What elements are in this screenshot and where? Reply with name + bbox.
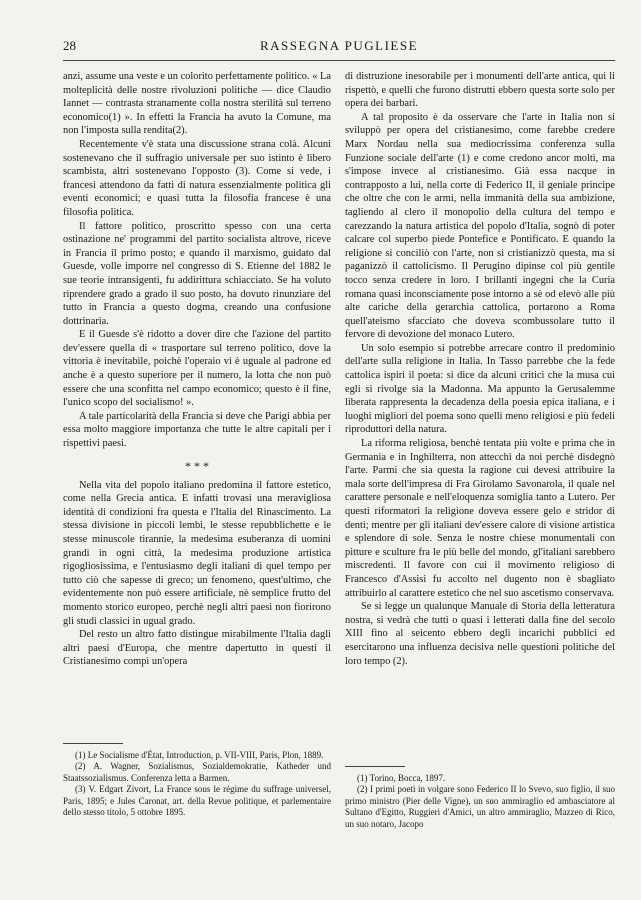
footnote: (1) Torino, Bocca, 1897. bbox=[357, 773, 446, 783]
section-separator: * * * bbox=[185, 458, 209, 473]
footnote: (1) Le Socialisme d'État, Introduction, p. VII-VIII, Paris, Plon, 1889. bbox=[75, 750, 324, 760]
paragraph: Se si legge un qualunque Manuale di Storia della letteratura nostra, si vedrà che tutti o quasi i letterati dalla fine del secolo XIII fino al seicento ebbero degli incarichi pubblici ed esercitarono una influenza decisiva nelle questioni politiche del loro tempo (2). bbox=[345, 601, 615, 667]
page-header bbox=[63, 38, 615, 56]
page-number: 28 bbox=[63, 38, 76, 53]
footnote-rule bbox=[345, 766, 405, 767]
paragraph: Il fattore politico, proscritto spesso con una certa ostinazione ne' programmi del partito socialista altrove, riceve in Francia il primo posto; e quando il marxismo, guidato dal Guesde, volle imporre nel congresso di S. Etienne del 1882 le sue teorie intransigenti, fu addirittura schiacciato. Se ha voluto riprendere grado a grado il suo posto, ha dovuto rinunziare del tutto in Francia a questo dogma, creando una confusione dottrinaria. bbox=[63, 220, 331, 327]
footnote: (2) I primi poeti in volgare sono Federico II lo Svevo, suo figlio, il suo primo ministro (Pier delle Vigne), un suo ammiraglio ed ambasciatore al Sultano d'Egitto, Ruggieri d'Amici, un altro ammiraglio, Mazzeo di Rico, un suo notaro, Jacopo bbox=[345, 784, 615, 829]
footnotes-right bbox=[345, 760, 615, 830]
footnote: (3) V. Edgart Zivort, La France sous le régime du suffrage universel, Paris, 1895; e Jules Caronat, art. della Revue politique, et parlementaire dello stesso titolo, 5 ottobre 1895. bbox=[63, 784, 331, 818]
paragraph: Del resto un altro fatto distingue mirabilmente l'Italia dagli altri paesi d'Europa, che mentre dapertutto in questi il Cristianesimo compì un'opera bbox=[63, 629, 331, 668]
paragraph: Nella vita del popolo italiano predomina il fattore estetico, come nella Grecia antica. E infatti trovasi una meravigliosa identità di condizioni fra questa e l'Italia del Rinascimento. La stessa divisione in piccoli lembi, le stesse repubblichette e le stesse minuscole tirannie, la medesima esuberanza di uomini grandi in ogni città, la medesima produzione artistica rigogliosissima, e l'entusiasmo degli italiani di quel tempo per tutto ciò che sapesse di greco; un fenomeno, quest'ultimo, che evidentemente non può essere artificiale, nè semplice frutto del momento storico europeo, perchè negli altri paesi non fiorirono gli studi classici in ugual grado. bbox=[63, 479, 331, 627]
header-rule bbox=[63, 60, 615, 61]
paragraph: E il Guesde s'è ridotto a dover dire che l'azione del partito dev'essere quella di « trasportare sul terreno politico, dove la vittoria è inevitabile, poichè l'operaio vi è uguale al padrone ed anche è a questo superiore per il numero, la lotta che non può essere che una sconfitta nel campo economico; questo è il fine, l'unico scopo del socialismo! ». bbox=[63, 329, 331, 409]
paragraph: La riforma religiosa, benchè tentata più volte e prima che in Germania e in Inghilterra, non attecchì da noi perchè disdegnò l'arte. Parmi che sia questa la ragione cui devesi attribuire la mala sorte dell'impresa di Fra Girolamo Savonarola, il quale nel carattere personale e nell'eloquenza somiglia tanto a Lutero. Per questi riformatori la religione doveva essere gelo e stridor di denti; mentre per gli italiani dev'essere calore di visione artistica e splendore di sole. Senza le nostre chiese monumentali con pitture e sculture fra le più belle del mondo, gl'italiani sarebbero miscredenti. Il favore con cui il movimento religioso di Francesco d'Assisi fu accolto nel dugento non è sbagliato attribuirlo al carattere estetico che nel suo ascetismo conservava. bbox=[345, 438, 615, 599]
paragraph: di distruzione inesorabile per i monumenti dell'arte antica, qui li rispettò, e quelli che furono distrutti ebbero questa sorte solo per opera dei barbari. bbox=[345, 71, 615, 110]
paragraph: A tal proposito è da osservare che l'arte in Italia non si sviluppò per opera del cristianesimo, come farebbe credere Marx Nordau nella sua mediocrissima conferenza sulla Funzione sociale dell'arte (1) e come credono ancor molti, ma s'impose invece al cristianesimo. Già essa nacque in contrapposto a lui, nella corte di Federico II, il geniale principe che oltre che con le armi, nella immanità della sua ambizione, tagliendo al clero il monopolio della cultura del tempo e carezzando la natura artistica del popolo d'Italia, sognò di poter calcare col superbo piede Pontefice e Pontificato. E quando la religione si conciliò con l'arte, non si cristianizzò questa, ma si paganizzò il cattolicismo. Il Perugino dipinse col più gentile tocco senza credere in loro. I brillanti ingegni che la Curia romana quasi inconsciamente pose intorno a sè od elevò alle più alte cariche della gerarchia cattolica, portarono a Roma quell'ateismo sfacciato che doveva scombussolare tutto il fervore di devozione del monaco Lutero. bbox=[345, 111, 615, 341]
left-column bbox=[63, 70, 331, 669]
paragraph: A tale particolarità della Francia si deve che Parigi abbia per essa molto maggiore importanza che tutte le altre capitali per i rispettivi paesi. bbox=[63, 410, 331, 450]
paragraph: Un solo esempio si potrebbe arrecare contro il predominio dell'arte sulla religione in Italia. In Tasso parrebbe che la fede cattolica ispiri il poeta: si dice da alcuni critici che la musa cui egli si rivolge sia la Madonna. Ma appunto la Gerusalemme liberata rappresenta la decadenza della poesia epica italiana, e i luoghi migliori del poema sono quelli meno religiosi e più fedeli riproduttori della natura. bbox=[345, 342, 615, 436]
footnote-rule bbox=[63, 743, 123, 744]
right-column bbox=[345, 70, 615, 668]
paragraph: Recentemente v'è stata una discussione strana colà. Alcuni sostenevano che il suffragio universale per suo istinto è libero scambista, altri sostenevano l'opposto (3). Come si vede, i francesi attendono da fatti di natura essenzialmente politica gli eventi economici; e quasi tutta la filosofia francese è una filosofia politica. bbox=[63, 138, 331, 218]
paragraph: anzi, assume una veste e un colorito perfettamente politico. « La molteplicità delle nostre rivoluzioni politiche — dice Claudio Iannet — contrasta stranamente colla nostra sterilità sul terreno economico(1) ». In effetti la Francia ha avuto la Comune, ma non l'imposta sulla rendita(2). bbox=[63, 71, 331, 137]
journal-title: RASSEGNA PUGLIESE bbox=[259, 38, 419, 53]
footnote: (2) A. Wagner, Sozialismus, Sozialdemokratie, Katheder und Staatssozialismus. Conferenza letta a Barmen. bbox=[63, 761, 331, 783]
footnotes-left bbox=[63, 737, 331, 818]
